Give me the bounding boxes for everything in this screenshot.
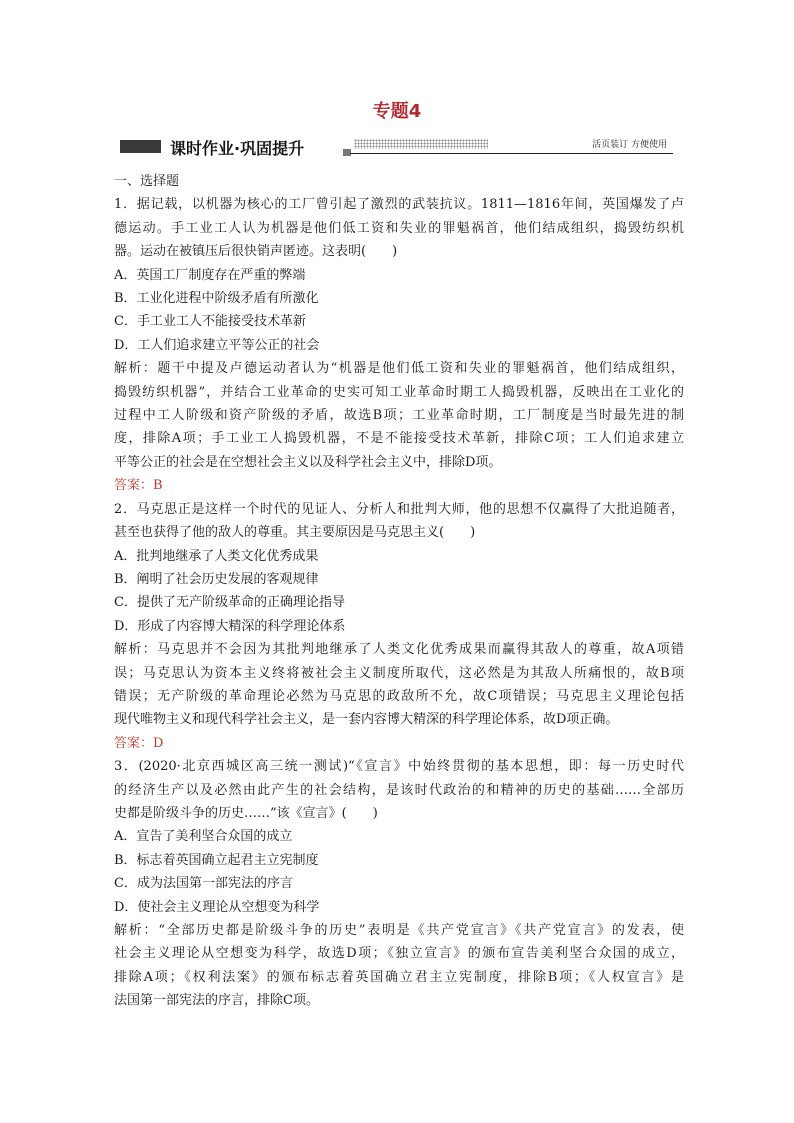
analysis-line: 度，排除A项；手工业工人捣毁机器，不是不能接受技术革新，排除C项；工人们追求建立 — [114, 431, 684, 447]
question-stem-line: 德运动。手工业工人认为机器是他们低工资和失业的罪魁祸首，他们结成组织，捣毁纺织机 — [114, 220, 684, 236]
analysis-line: 社会主义理论从空想变为科学，故选D项；《独立宣言》的颁布宣告美利坚合众国的成立， — [114, 946, 684, 962]
question-stem-line: 器。运动在被镇压后很快销声匿迹。这表明( ) — [114, 244, 398, 260]
question-stem-line: 3．(2020·北京西城区高三统一测试)“《宣言》中始终贯彻的基本思想，即：每一历史时代 — [114, 759, 684, 775]
analysis-line: 解析：马克思并不会因为其批判地继承了人类文化优秀成果而赢得其敌人的尊重，故A项错 — [114, 642, 684, 658]
option-b: B．工业化进程中阶级矛盾有所激化 — [114, 291, 319, 307]
question-stem-line: 甚至也获得了他的敌人的尊重。其主要原因是马克思主义( ) — [114, 525, 476, 541]
analysis-line: 现代唯物主义和现代科学社会主义，是一套内容博大精深的科学理论体系，故D项正确。 — [114, 712, 619, 728]
analysis-line: 错误；无产阶级的革命理论必然为马克思的政敌所不允，故C项错误；马克思主义理论包括 — [114, 688, 684, 704]
exercise-content — [114, 170, 684, 1013]
banner-tagline: 活页装订 方便使用 — [592, 140, 667, 150]
question-stem-line: 1．据记载，以机器为核心的工厂曾引起了激烈的武装抗议。1811—1816年间，英国爆发了卢 — [114, 197, 684, 213]
option-d: D．形成了内容博大精深的科学理论体系 — [114, 618, 346, 634]
analysis-line: 解析：题干中提及卢德运动者认为“机器是他们低工资和失业的罪魁祸首，他们结成组织， — [114, 361, 684, 377]
option-a: A．英国工厂制度存在严重的弊端 — [114, 267, 306, 283]
question-stem-line: 的经济生产以及必然由此产生的社会结构，是该时代政治的和精神的历史的基础……全部历 — [114, 782, 684, 798]
analysis-line: 误；马克思认为资本主义终将被社会主义制度所取代，这必然是为其敌人所痛恨的，故B项 — [114, 665, 684, 681]
page-title: 专题4 — [372, 101, 422, 122]
option-c: C．手工业工人不能接受技术革新 — [114, 314, 306, 330]
option-b: B．标志着英国确立起君主立宪制度 — [114, 852, 319, 868]
question-stem-line: 2．马克思正是这样一个时代的见证人、分析人和批判大师，他的思想不仅赢得了大批追随者， — [114, 501, 684, 517]
option-a: A．宣告了美利坚合众国的成立 — [114, 829, 293, 845]
answer: 答案：D — [114, 735, 164, 751]
analysis-line: 捣毁纺织机器”，并结合工业革命的史实可知工业革命时期工人捣毁机器，反映出在工业化的 — [114, 384, 684, 400]
section-banner — [120, 136, 673, 160]
banner-rule — [350, 153, 673, 154]
banner-dot-pattern — [354, 139, 488, 149]
option-a: A．批判地继承了人类文化优秀成果 — [114, 548, 319, 564]
analysis-line: 过程中工人阶级和资产阶级的矛盾，故选B项；工业革命时期，工厂制度是当时最先进的制 — [114, 408, 684, 424]
option-d: D．工人们追求建立平等公正的社会 — [114, 337, 320, 353]
analysis-line: 解析：“全部历史都是阶级斗争的历史”表明是《共产党宣言》《共产党宣言》的发表，使 — [114, 923, 684, 938]
option-b: B．阐明了社会历史发展的客观规律 — [114, 571, 319, 587]
analysis-line: 排除A项；《权利法案》的颁布标志着英国确立君主立宪制度，排除B项；《人权宣言》是 — [114, 969, 684, 985]
option-c: C．成为法国第一部宪法的序言 — [114, 876, 293, 892]
section-heading: 一、选择题 — [114, 174, 180, 189]
question-1 — [114, 193, 684, 497]
analysis-line: 平等公正的社会是在空想社会主义以及科学社会主义中，排除D项。 — [114, 454, 502, 470]
option-d: D．使社会主义理论从空想变为科学 — [114, 899, 320, 915]
question-stem-line: 史都是阶级斗争的历史……”该《宣言》( ) — [114, 805, 378, 821]
question-3 — [114, 755, 684, 1012]
question-2 — [114, 498, 684, 755]
banner-title: 课时作业·巩固提升 — [170, 139, 305, 158]
answer: 答案：B — [114, 478, 163, 494]
option-c: C．提供了无产阶级革命的正确理论指导 — [114, 595, 345, 611]
banner-bar — [120, 140, 161, 153]
analysis-line: 法国第一部宪法的序言，排除C项。 — [114, 993, 319, 1009]
